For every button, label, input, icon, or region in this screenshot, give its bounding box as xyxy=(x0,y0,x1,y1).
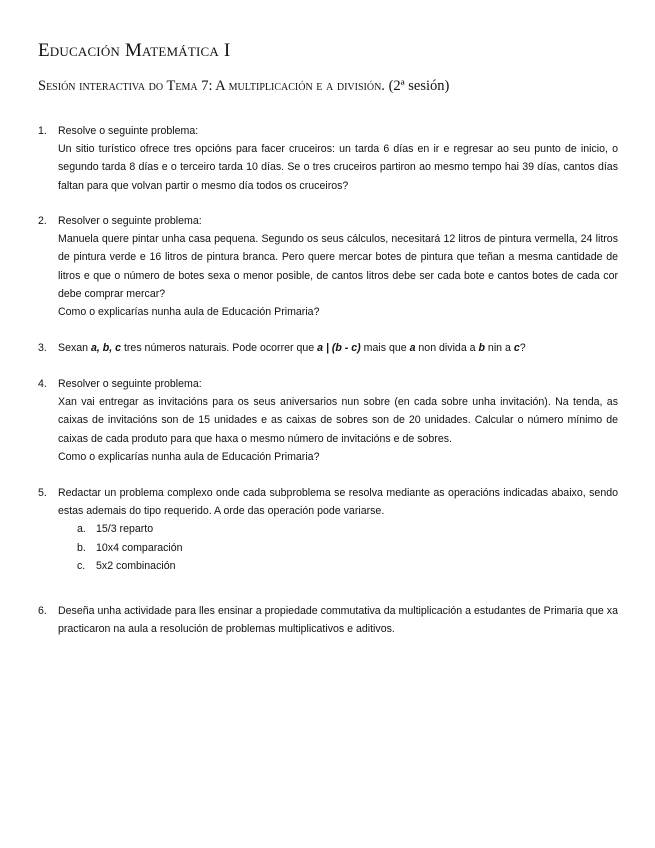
exercise-number: 1. xyxy=(38,125,47,137)
exercise-5 xyxy=(38,484,618,575)
list-item: a. 15/3 reparto xyxy=(77,523,154,536)
exercise-text: Xan vai entregar as invitacións para os seus aniversarios nun sobre (en cada sobre unha invitación). Na tenda, as caixas de invitacións son de 15 unidades e as caixas de sobres son de 20 unidades. Calcular o número mínimo de caixas de cada produto para que haxa o mesmo número de invitacións e de sobres. xyxy=(58,396,618,445)
exercise-text: Redactar un problema complexo onde cada subproblema se resolva mediante as operacións indicadas abaixo, sendo estas ademais do tipo requerido. A orde das operación pode variarse. xyxy=(58,487,618,518)
exercise-number: 5. xyxy=(38,487,47,499)
exercise-4 xyxy=(38,375,618,466)
list-item: b. 10x4 comparación xyxy=(77,541,183,554)
exercise-number: 4. xyxy=(38,378,47,390)
exercise-1 xyxy=(38,122,618,195)
exercise-question: Como o explicarías nunha aula de Educación Primaria? xyxy=(58,306,320,319)
document-title: Educación Matemática I xyxy=(38,40,231,61)
document-subtitle xyxy=(38,78,449,95)
subtitle-main: Sesión interactiva do Tema 7: A multiplicación e a división. xyxy=(38,78,385,94)
exercise-text: Manuela quere pintar unha casa pequena. Segundo os seus cálculos, necesitará 12 litros de pintura vermella, 24 litros de pintura verde e 16 litros de pintura branca. Pero quere mercar botes de pintura que teñan a mesma cantidade de litros e que o número de botes sexa o menor posible, de cantos litros debe ser cada bote e cantos botes de cada cor debe comprar mercar? xyxy=(58,233,618,300)
subtitle-session: (2ª sesión) xyxy=(384,78,450,94)
exercise-text: Deseña unha actividade para lles ensinar a propiedade commutativa da multiplicación a estudantes de Primaria que xa practicaron na aula a resolución de problemas multiplicativos e aditivos. xyxy=(58,605,618,636)
exercise-2 xyxy=(38,212,618,321)
list-item: c. 5x2 combinación xyxy=(77,559,176,572)
exercise-question: Como o explicarías nunha aula de Educación Primaria? xyxy=(58,450,320,463)
operations-list xyxy=(58,520,618,575)
exercise-heading: Resolve o seguinte problema: xyxy=(58,125,199,137)
exercise-3 xyxy=(38,339,618,357)
exercise-number: 6. xyxy=(38,605,47,617)
exercise-number: 3. xyxy=(38,342,47,354)
exercise-text: Sexan a, b, c tres números naturais. Pode ocorrer que a | (b - c) mais que a non divida a b nin a c? xyxy=(58,342,526,354)
exercise-6 xyxy=(38,602,618,638)
exercise-heading: Resolver o seguinte problema: xyxy=(58,378,202,390)
exercise-heading: Resolver o seguinte problema: xyxy=(58,215,202,227)
exercise-number: 2. xyxy=(38,215,47,227)
exercise-text: Un sitio turístico ofrece tres opcións para facer cruceiros: un tarda 6 días en ir e regresar ao seu punto de inicio, o segundo tarda 8 días e o terceiro tarda 10 días. Se o tres cruceiros partiron ao mesmo tempo hai 39 días, cantos días faltan para que volvan partir o mesmo día todos os cruceiros? xyxy=(58,143,618,192)
